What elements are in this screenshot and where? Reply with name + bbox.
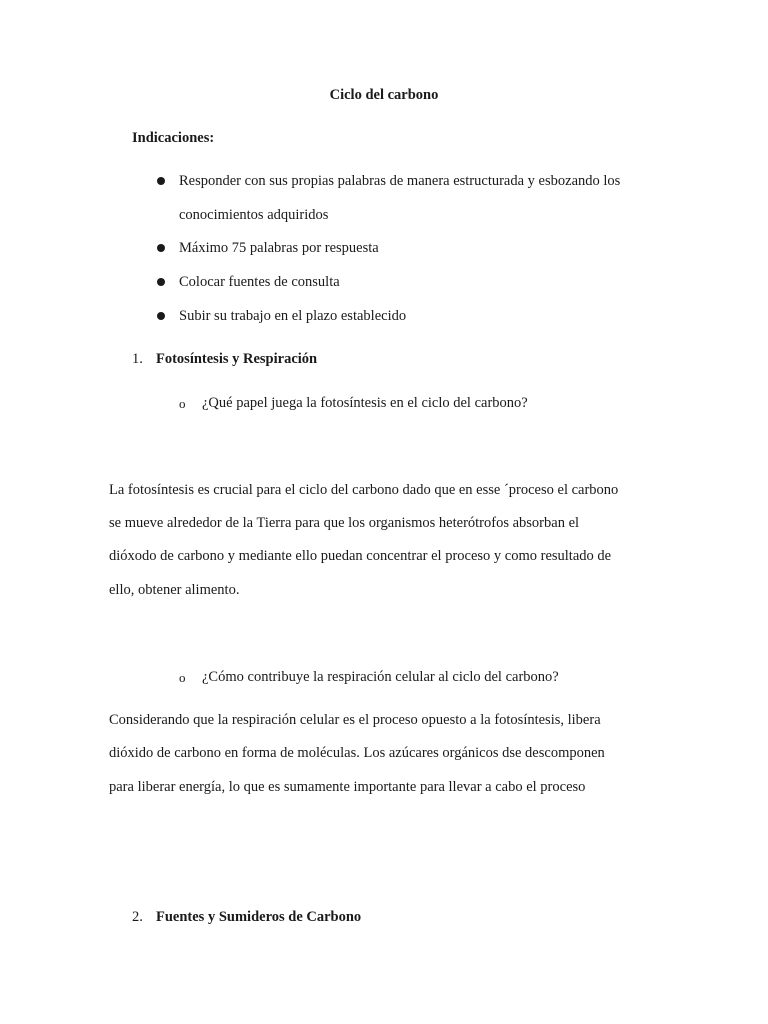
question-2: ¿Cómo contribuye la respiración celular al ciclo del carbono? [202,669,559,685]
list-item: Máximo 75 palabras por respuesta [179,240,379,256]
bullet-icon [157,244,165,252]
answer-line: dióxido de carbono en forma de moléculas. Los azúcares orgánicos dse descomponen [109,745,605,761]
answer-line: se mueve alrededor de la Tierra para que los organismos heterótrofos absorban el [109,515,580,531]
question-1: ¿Qué papel juega la fotosíntesis en el ciclo del carbono? [202,395,528,411]
section-2-number: 2. [132,909,143,925]
section-1-heading: Fotosíntesis y Respiración [156,351,318,367]
answer-line: para liberar energía, lo que es sumamente importante para llevar a cabo el proceso [109,779,586,795]
list-item: Subir su trabajo en el plazo establecido [179,308,407,324]
answer-line: ello, obtener alimento. [109,582,240,598]
list-item-continuation: conocimientos adquiridos [179,207,329,223]
section-2-heading: Fuentes y Sumideros de Carbono [156,909,362,925]
bullet-icon [157,177,165,185]
indications-heading: Indicaciones: [132,130,215,146]
sub-bullet-icon: o [179,396,186,411]
page-title: Ciclo del carbono [329,87,439,103]
bullet-icon [157,278,165,286]
list-item: Responder con sus propias palabras de manera estructurada y esbozando los [179,173,621,189]
list-item: Colocar fuentes de consulta [179,274,340,290]
answer-line: Considerando que la respiración celular es el proceso opuesto a la fotosíntesis, libera [109,712,601,728]
answer-line: dióxodo de carbono y mediante ello puedan concentrar el proceso y como resultado de [109,548,612,564]
section-1-number: 1. [132,351,143,367]
answer-line: La fotosíntesis es crucial para el ciclo del carbono dado que en esse ´proceso el carbono [109,482,619,498]
bullet-icon [157,312,165,320]
sub-bullet-icon: o [179,670,186,685]
